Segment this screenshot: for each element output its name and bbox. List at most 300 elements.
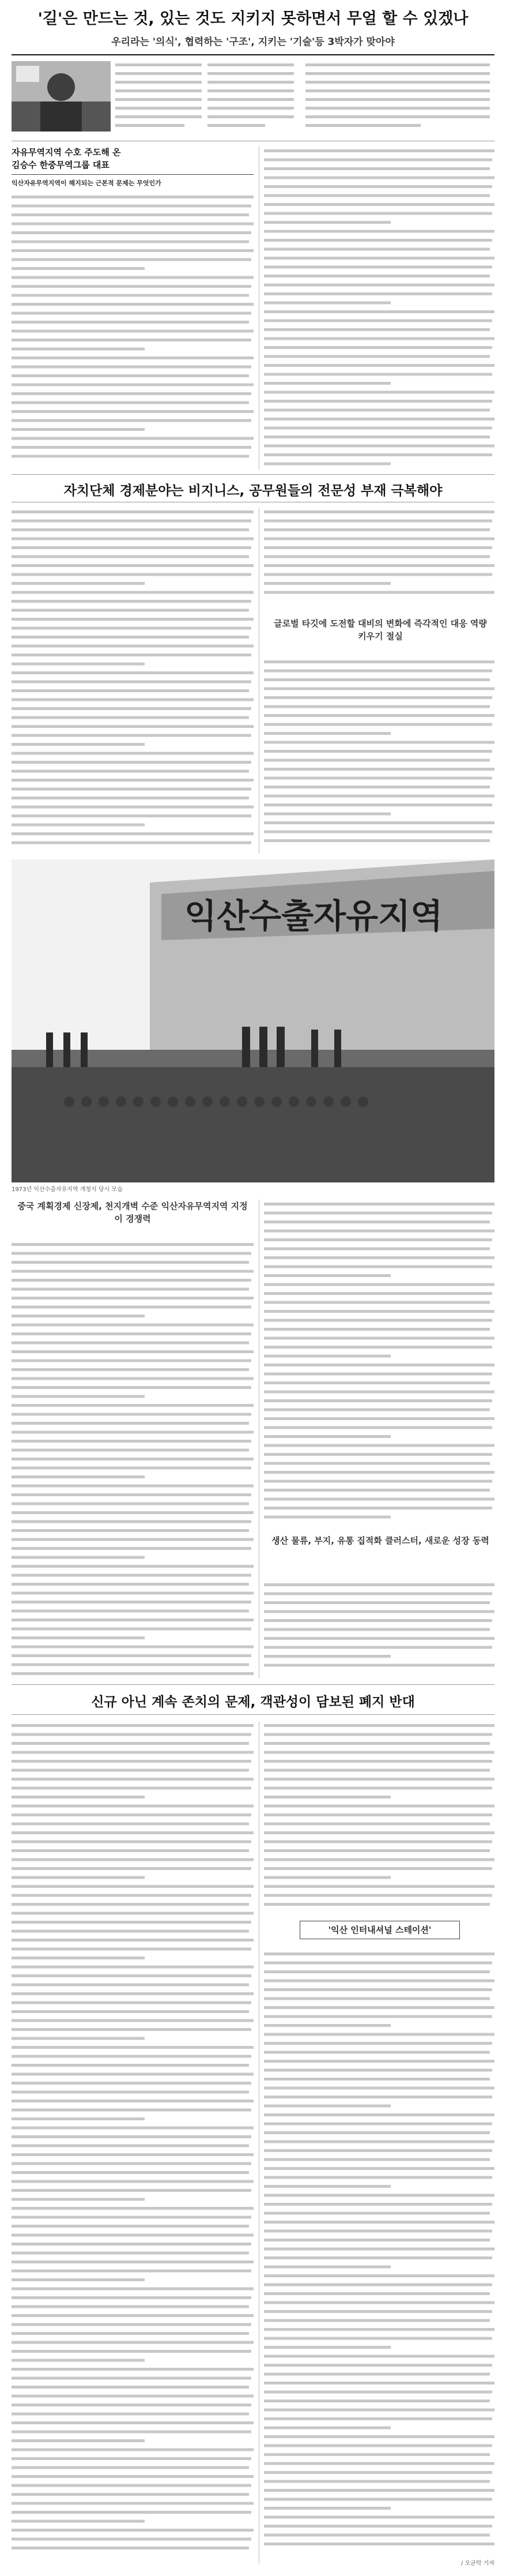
- text-line: [12, 2216, 251, 2219]
- text-line: [12, 1966, 254, 1969]
- text-line: [12, 2341, 254, 2344]
- text-line: [264, 2364, 492, 2367]
- text-line: [264, 564, 494, 567]
- text-line: [12, 1628, 251, 1631]
- text-line: [264, 1823, 490, 1826]
- body-text-right-3: [264, 658, 494, 854]
- body-text-left-1: [12, 193, 254, 470]
- text-line: [12, 1529, 249, 1532]
- text-line: [264, 1399, 492, 1402]
- text-line: [12, 2127, 254, 2130]
- text-line: [12, 321, 249, 324]
- text-line: [12, 1475, 145, 1478]
- text-line: [264, 2141, 494, 2143]
- text-line: [12, 1733, 251, 1736]
- text-line: [12, 2538, 251, 2541]
- text-line: [12, 312, 251, 315]
- text-line: [12, 2413, 249, 2416]
- text-line: [264, 2274, 494, 2277]
- text-line: [12, 2135, 251, 2138]
- text-line: [12, 1601, 251, 1604]
- intro-text-col-2: [305, 61, 494, 136]
- text-line: [12, 1493, 251, 1496]
- text-line: [264, 1980, 494, 1982]
- text-line: [264, 678, 490, 681]
- text-line: [264, 2051, 490, 2054]
- text-line: [264, 1646, 492, 1649]
- text-line: [12, 2171, 249, 2174]
- text-line: [12, 223, 254, 226]
- text-line: [12, 654, 251, 656]
- text-line: [264, 2123, 492, 2126]
- text-line: [12, 2252, 249, 2255]
- text-line: [264, 1952, 494, 1955]
- text-line: [264, 266, 492, 269]
- text-line: [12, 1992, 254, 1995]
- text-line: [12, 2368, 254, 2371]
- text-line: [12, 1485, 254, 1488]
- text-line: [12, 1315, 145, 1317]
- section-divider-2: [12, 474, 494, 475]
- text-line: [12, 689, 249, 692]
- text-line: [264, 2516, 494, 2519]
- text-line: [264, 292, 492, 295]
- text-line: [12, 2288, 254, 2290]
- text-line: [12, 2323, 251, 2326]
- text-line: [264, 696, 492, 699]
- text-line: [264, 2444, 492, 2447]
- text-line: [12, 1876, 145, 1879]
- text-line: [264, 2069, 492, 2072]
- text-line: [12, 1787, 251, 1790]
- text-line: [264, 435, 490, 438]
- text-line: [264, 2382, 494, 2385]
- text-line: [264, 831, 492, 833]
- text-line: [264, 2292, 490, 2295]
- text-line: [264, 2310, 492, 2313]
- text-line: [264, 1760, 492, 1763]
- text-line: [12, 582, 145, 585]
- text-line: [12, 564, 254, 567]
- text-line: [12, 761, 251, 764]
- text-line: [12, 1538, 254, 1541]
- text-line: [264, 177, 494, 179]
- text-line: [264, 2498, 492, 2501]
- text-line: [264, 1221, 490, 1223]
- text-line: [264, 750, 492, 753]
- text-line: [12, 618, 254, 621]
- text-line: [12, 1823, 249, 1826]
- text-line: [12, 1547, 251, 1550]
- text-line: [12, 1742, 249, 1745]
- text-line: [12, 2457, 251, 2460]
- text-line: [264, 2239, 490, 2241]
- text-line: [264, 1637, 494, 1640]
- text-line: [264, 1733, 492, 1736]
- text-line: [264, 1230, 494, 1233]
- text-line: [264, 1903, 490, 1906]
- text-line: [264, 194, 490, 197]
- text-line: [264, 546, 492, 549]
- text-line: [12, 707, 251, 710]
- byline: / 오균탁 기자: [460, 2560, 494, 2567]
- text-line: [264, 1355, 391, 1358]
- text-line: [264, 445, 494, 448]
- text-line: [264, 1787, 492, 1790]
- text-line: [12, 348, 145, 351]
- text-line: [264, 741, 494, 744]
- text-line: [264, 2543, 494, 2545]
- text-line: [264, 1507, 492, 1509]
- text-line: [264, 2525, 492, 2528]
- text-line: [264, 1805, 494, 1808]
- text-line: [264, 1212, 492, 1215]
- text-line: [264, 2194, 494, 2197]
- text-line: [12, 1520, 251, 1523]
- text-line: [264, 212, 492, 215]
- text-line: [264, 2256, 492, 2259]
- text-line: [264, 2158, 490, 2161]
- interview-subject-name: 김승수 한중무역그룹 대표: [12, 160, 109, 170]
- text-line: [264, 1867, 492, 1870]
- text-line: [12, 842, 251, 844]
- text-line: [264, 1489, 490, 1492]
- text-line: [264, 1346, 492, 1349]
- text-line: [12, 788, 251, 791]
- text-line: [264, 1849, 490, 1852]
- text-line: [12, 2046, 254, 2049]
- text-line: [12, 446, 251, 449]
- text-line: [264, 2417, 492, 2420]
- text-line: [264, 2203, 492, 2206]
- body-text-right-7: [264, 1950, 494, 2549]
- text-line: [12, 1984, 249, 1987]
- pullquote-3: 생산 물류, 부지, 유통 집적화 클러스터, 새로운 성장 동력: [271, 1535, 489, 1546]
- text-line: [264, 2006, 494, 2009]
- text-line: [264, 257, 494, 260]
- text-line: [12, 1974, 251, 1977]
- text-line: [264, 2435, 494, 2438]
- text-line: [12, 2037, 145, 2040]
- text-line: [12, 2180, 254, 2183]
- text-line: [264, 2042, 492, 2045]
- text-line: [12, 1360, 251, 1362]
- body-text-right-4: [264, 1200, 494, 1523]
- text-line: [264, 768, 494, 771]
- text-line: [264, 1381, 490, 1384]
- text-line: [12, 330, 254, 333]
- text-line: [264, 2355, 494, 2358]
- text-line: [12, 797, 249, 799]
- text-line: [264, 391, 494, 394]
- text-line: [264, 732, 391, 735]
- text-line: [264, 355, 490, 358]
- text-line: [264, 302, 391, 305]
- text-line: [264, 2409, 494, 2412]
- text-line: [264, 2471, 492, 2474]
- text-line: [12, 1912, 254, 1915]
- body-text-left-3: [12, 1240, 254, 1678]
- text-line: [264, 2024, 391, 2027]
- text-line: [12, 1619, 254, 1621]
- text-line: [12, 1921, 251, 1924]
- text-line: [12, 1511, 254, 1514]
- text-line: [264, 2301, 494, 2304]
- text-line: [12, 2260, 254, 2263]
- text-line: [264, 418, 494, 420]
- text-line: [264, 759, 490, 762]
- text-line: [264, 1498, 494, 1501]
- text-line: [12, 1760, 251, 1763]
- text-line: [12, 196, 254, 198]
- text-line: [12, 1831, 254, 1834]
- ceremony-photo: [12, 859, 494, 1182]
- text-line: [12, 2421, 254, 2424]
- text-line: [12, 591, 254, 594]
- text-line: [12, 2145, 249, 2147]
- text-line: [12, 1332, 251, 1335]
- text-line: [264, 1601, 490, 1604]
- section-divider-5: [12, 1714, 494, 1715]
- text-line: [12, 1252, 251, 1255]
- text-line: [264, 1962, 492, 1965]
- text-line: [12, 1449, 249, 1452]
- text-line: [12, 1279, 251, 1282]
- text-line: [12, 2270, 251, 2273]
- text-line: [12, 1796, 145, 1798]
- text-line: [12, 1458, 254, 1460]
- text-line: [12, 1413, 251, 1416]
- text-line: [264, 2346, 391, 2349]
- text-line: [12, 1386, 251, 1389]
- text-line: [12, 600, 251, 603]
- text-line: [12, 1556, 145, 1559]
- text-line: [264, 1894, 492, 1897]
- text-line: [12, 538, 254, 540]
- section-title-2: 신규 아닌 계속 존치의 문제, 객관성이 담보된 폐지 반대: [91, 1695, 415, 1710]
- text-line: [264, 185, 492, 188]
- text-line: [12, 401, 249, 404]
- text-line: [264, 803, 492, 806]
- text-line: [12, 419, 251, 422]
- text-line: [264, 1751, 494, 1754]
- text-line: [12, 1867, 251, 1870]
- text-line: [264, 510, 494, 513]
- body-text-right-1: [264, 147, 494, 470]
- text-line: [264, 839, 490, 842]
- text-line: [12, 645, 254, 648]
- text-line: [12, 699, 254, 701]
- text-line: [12, 428, 145, 431]
- text-line: [12, 366, 251, 369]
- text-line: [264, 2033, 494, 2036]
- text-line: [264, 1337, 494, 1340]
- text-line: [264, 2131, 490, 2134]
- text-line: [264, 2391, 492, 2394]
- text-line: [264, 2113, 494, 2116]
- text-line: [12, 2234, 254, 2237]
- text-line: [264, 2176, 492, 2179]
- text-line: [12, 1297, 254, 1300]
- text-line: [12, 1350, 254, 1353]
- text-line: [264, 1742, 490, 1745]
- text-line: [264, 1516, 391, 1519]
- text-line: [12, 573, 251, 576]
- text-line: [264, 821, 494, 824]
- text-line: [12, 1422, 249, 1425]
- text-line: [264, 1364, 494, 1366]
- text-line: [12, 2207, 254, 2210]
- text-line: [264, 373, 492, 376]
- text-line: [264, 1444, 494, 1447]
- text-line: [12, 2314, 254, 2317]
- text-line: [264, 1664, 494, 1667]
- text-line: [264, 149, 494, 152]
- text-line: [12, 2091, 249, 2094]
- text-line: [12, 205, 251, 208]
- text-line: [264, 786, 490, 788]
- text-line: [12, 1440, 251, 1443]
- text-line: [12, 609, 249, 612]
- text-line: [12, 1636, 145, 1639]
- text-line: [264, 2427, 391, 2429]
- text-line: [12, 2028, 251, 2031]
- text-line: [12, 437, 254, 440]
- text-line: [264, 463, 391, 465]
- subheadline: 우리라는 '의식', 협력하는 '구조', 지키는 '기술'등 3박자가 맞아야: [111, 36, 395, 48]
- text-line: [264, 1301, 490, 1304]
- text-line: [264, 1858, 494, 1861]
- text-line: [264, 2373, 490, 2376]
- body-text-right-5: [264, 1580, 494, 1678]
- text-line: [264, 2221, 494, 2224]
- text-line: [264, 582, 391, 585]
- text-line: [12, 1306, 251, 1309]
- text-line: [264, 1769, 490, 1772]
- text-line: [12, 2466, 249, 2469]
- text-line: [12, 806, 254, 809]
- text-line: [12, 1805, 254, 1808]
- text-line: [264, 1970, 490, 1973]
- pullquote-2: 글로벌 타깃에 도전할 대비의 변화에 즉각적인 대응 역량 키우기 절실: [274, 618, 487, 641]
- text-line: [12, 2484, 251, 2487]
- name-underline: [12, 174, 254, 175]
- text-line: [12, 2529, 254, 2532]
- text-line: [264, 1619, 492, 1622]
- boxed-heading: '익산 인터내셔널 스테이션': [300, 1921, 460, 1939]
- text-line: [12, 1957, 145, 1959]
- text-line: [264, 346, 492, 349]
- text-line: [264, 813, 391, 816]
- body-text-left-2: [12, 508, 254, 854]
- text-line: [264, 1426, 492, 1429]
- text-line: [12, 249, 254, 252]
- text-line: [12, 2153, 254, 2156]
- text-line: [12, 2395, 254, 2398]
- text-line: [264, 1610, 494, 1613]
- text-line: [12, 2073, 254, 2076]
- photo-caption: 1973년 익산수출자유지역 개청식 당시 모습: [12, 1186, 123, 1193]
- text-line: [264, 1724, 494, 1727]
- interviewee-photo: [12, 61, 111, 132]
- text-line: [12, 1948, 251, 1951]
- text-line: [264, 1831, 494, 1834]
- text-line: [12, 1813, 251, 1816]
- text-line: [12, 510, 254, 513]
- text-line: [264, 1988, 492, 1991]
- text-line: [264, 1256, 494, 1259]
- text-line: [264, 1796, 391, 1798]
- text-line: [264, 2105, 391, 2108]
- text-line: [12, 2520, 145, 2523]
- text-line: [12, 1431, 254, 1434]
- text-line: [12, 2100, 254, 2102]
- text-line: [12, 725, 254, 728]
- text-line: [12, 1574, 251, 1577]
- text-line: [12, 2225, 249, 2228]
- text-line: [12, 2198, 145, 2201]
- text-line: [264, 573, 492, 576]
- text-line: [12, 2064, 249, 2067]
- text-line: [12, 734, 251, 737]
- text-line: [12, 2493, 249, 2496]
- text-line: [264, 1238, 492, 1241]
- text-line: [12, 2117, 145, 2120]
- text-line: [12, 2547, 249, 2549]
- text-line: [264, 320, 492, 322]
- text-line: [12, 2296, 251, 2299]
- text-line: [264, 159, 492, 162]
- top-rule: [12, 54, 494, 55]
- text-line: [264, 1876, 391, 1879]
- text-line: [264, 2015, 492, 2018]
- text-line: [264, 453, 492, 456]
- text-line: [12, 2386, 249, 2389]
- text-line: [12, 2350, 251, 2353]
- text-line: [12, 2010, 249, 2013]
- text-line: [12, 1270, 254, 1273]
- text-line: [264, 364, 494, 367]
- text-line: [12, 2305, 249, 2308]
- text-line: [264, 2230, 492, 2233]
- text-line: [12, 555, 249, 558]
- text-line: [12, 1610, 249, 1613]
- text-line: [12, 2109, 251, 2112]
- text-line: [264, 1283, 494, 1286]
- text-line: [264, 1274, 391, 1277]
- text-line: [264, 2212, 490, 2215]
- text-line: [12, 1849, 249, 1852]
- body-text-left-4: [12, 1721, 254, 2563]
- text-line: [264, 2266, 391, 2269]
- body-text-right-6: [264, 1721, 494, 1912]
- text-line: [264, 1328, 490, 1331]
- text-line: [12, 2002, 251, 2004]
- text-line: [12, 1663, 249, 1666]
- text-line: [12, 1672, 254, 1675]
- text-line: [12, 384, 254, 386]
- text-line: [264, 239, 492, 242]
- text-line: [264, 1583, 494, 1586]
- text-line: [12, 455, 249, 458]
- text-line: [264, 714, 494, 717]
- text-line: [264, 1319, 492, 1322]
- text-line: [264, 591, 494, 594]
- text-line: [264, 705, 490, 708]
- text-line: [12, 356, 254, 359]
- section-title-1: 자치단체 경제분야는 비지니스, 공무원들의 전문성 부재 극복해야: [63, 483, 443, 498]
- text-line: [264, 2096, 492, 2098]
